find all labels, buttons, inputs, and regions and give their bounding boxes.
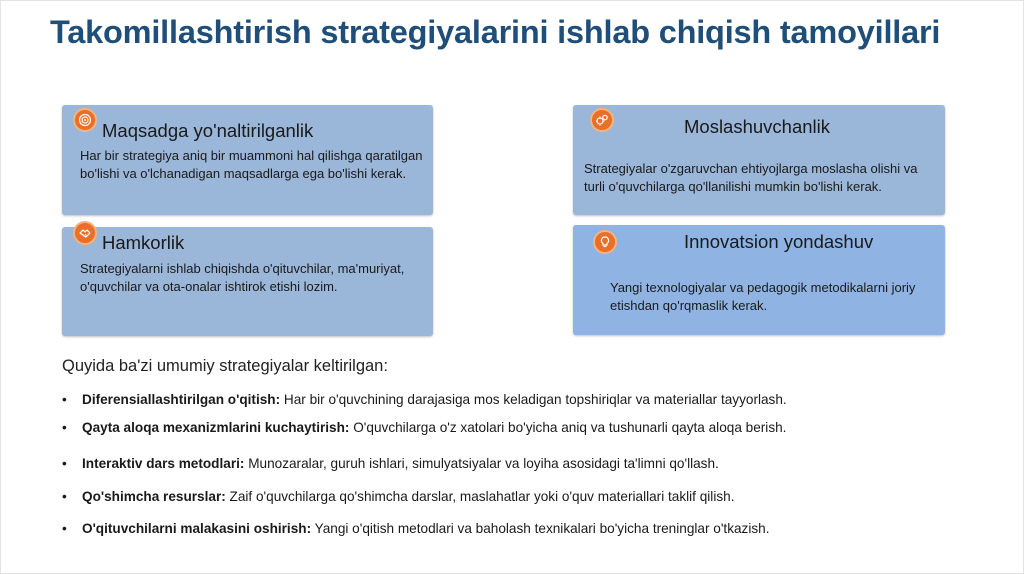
card-body: Yangi texnologiyalar va pedagogik metodikalarni joriy etishdan qo'rqmaslik kerak. xyxy=(610,280,916,313)
target-icon xyxy=(73,108,97,132)
list-item-term: O'qituvchilarni malakasini oshirish: xyxy=(82,521,312,536)
card-body: Strategiyalarni ishlab chiqishda o'qituvchilar, ma'muriyat, o'quvchilar va ota-onalar ishtirok etishi lozim. xyxy=(80,261,405,294)
list-item-term: Qayta aloqa mexanizmlarini kuchaytirish: xyxy=(82,420,350,435)
card-flexibility xyxy=(573,105,945,215)
card-body: Har bir strategiya aniq bir muammoni hal qilishga qaratilgan bo'lishi va o'lchanadigan maqsadlarga ega bo'lishi kerak. xyxy=(80,148,423,181)
list-item-text: Zaif o'quvchilarga qo'shimcha darslar, maslahatlar yoki o'quv materiallari taklif qilish. xyxy=(225,489,735,504)
list-item-term: Qo'shimcha resurslar: xyxy=(82,489,226,504)
card-heading: Innovatsion yondashuv xyxy=(684,231,874,252)
bullet-dot: • xyxy=(62,420,67,435)
card-collaboration xyxy=(62,227,433,336)
bullet-dot: • xyxy=(62,489,67,504)
intro-text: Quyida ba'zi umumiy strategiyalar keltirilgan: xyxy=(62,357,388,375)
page-title: Takomillashtirish strategiyalarini ishlab chiqish tamoyillari xyxy=(50,14,941,50)
card-body: Strategiyalar o'zgaruvchan ehtiyojlarga moslasha olishi va turli o'quvchilarga qo'llanilishi mumkin bo'lishi kerak. xyxy=(584,161,918,194)
list-item-term: Diferensiallashtirilgan o'qitish: xyxy=(82,392,281,407)
list-item-text: Yangi o'qitish metodlari va baholash texnikalari bo'yicha treninglar o'tkazish. xyxy=(311,521,770,536)
list-item-text: O'quvchilarga o'z xatolari bo'yicha aniq va tushunarli qayta aloqa berish. xyxy=(349,420,787,435)
list-item-text: Har bir o'quvchining darajasiga mos keladigan topshiriqlar va materiallar tayyorlash. xyxy=(280,392,787,407)
card-heading: Moslashuvchanlik xyxy=(684,116,831,137)
card-goal-orientation xyxy=(62,105,433,215)
handshake-icon xyxy=(73,221,97,245)
bullet-dot: • xyxy=(62,392,67,407)
bullet-dot: • xyxy=(62,521,67,536)
list-item-text: Munozaralar, guruh ishlari, simulyatsiyalar va loyiha asosidagi ta'limni qo'llash. xyxy=(244,456,719,471)
card-heading: Hamkorlik xyxy=(102,232,185,253)
card-heading: Maqsadga yo'naltirilganlik xyxy=(102,120,314,141)
bullet-dot: • xyxy=(62,456,67,471)
card-innovative-approach xyxy=(573,225,945,335)
gears-icon xyxy=(590,108,614,132)
lightbulb-icon xyxy=(593,230,617,254)
list-item-term: Interaktiv dars metodlari: xyxy=(82,456,245,471)
